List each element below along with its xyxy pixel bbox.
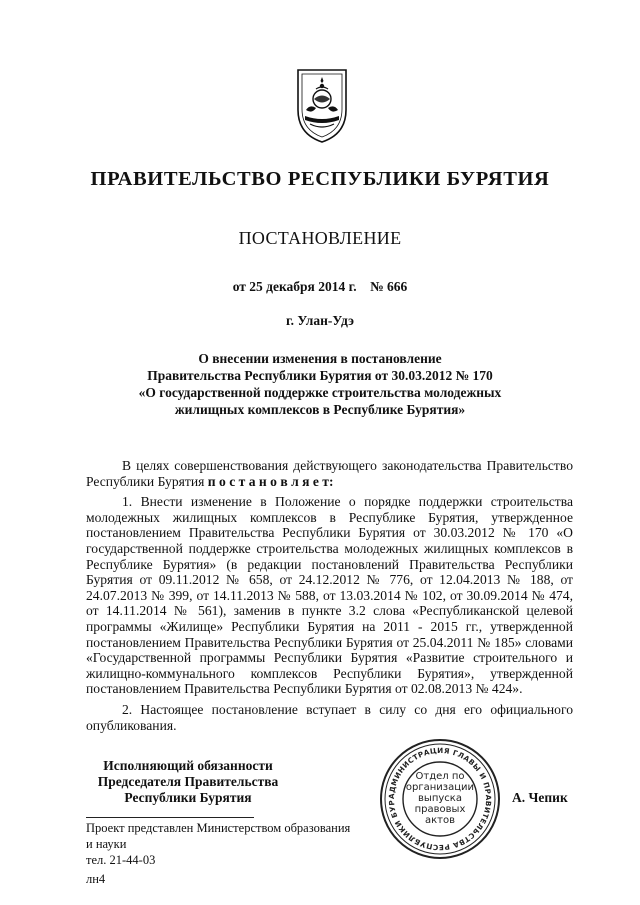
subject-line: жилищных комплексов в Республике Бурятия» <box>174 402 466 417</box>
stamp-seal-icon <box>378 737 502 861</box>
signer-name: А. Чепик <box>512 790 568 805</box>
item-2-paragraph: 2. Настоящее постановление вступает в силу со дня его официального опубликования. <box>86 701 573 733</box>
stamp-center-line: выпуска <box>418 793 462 804</box>
stamp-center-line: организации <box>405 782 475 793</box>
footer-line: тел. 21-44-03 <box>86 853 156 867</box>
coat-of-arms-emblem <box>292 64 352 144</box>
signer-position-line: Исполняющий обязанности <box>103 758 273 773</box>
footer-note <box>86 820 376 868</box>
subject-line: О внесении изменения в постановление <box>198 351 442 366</box>
signer-position-line: Республики Бурятия <box>124 790 252 805</box>
document-subject <box>110 350 530 418</box>
footer-divider <box>86 817 254 818</box>
official-stamp <box>378 737 502 861</box>
item-1-paragraph: 1. Внести изменение в Положение о порядке поддержки строительства молодежных жилищных комплексов в Республике Бурятия, утвержденное постановлением Правительства Республики Бурятия от 30.03.2012 № 170 «О государственной поддержке строительства молодежных жилищных комплексов в Республике Бурятия» (в редакции постановлений Правительства Республики Бурятия от 09.11.2012 № 658, от 24.12.2012 № 776, от 12.04.2013 № 188, от 24.07.2013 № 399, от 14.11.2013 № 588, от 13.03.2014 № 102, от 30.09.2014 № 474, от 14.11.2014 № 561), заменив в пункте 3.2 слова «Республиканской целевой программы «Жилище» Республики Бурятия на 2011 - 2015 гг., утвержденной постановлением Правительства Республики Бурятия от 25.04.2011 № 185» словами «Государственной программы Республики Бурятия «Развитие строительного и жилищно-коммунального комплексов Республики Бурятия», утвержденной постановлением Правительства Республики Бурятия от 02.08.2013 № 424». <box>86 494 573 697</box>
subject-line: Правительства Республики Бурятия от 30.03.2012 № 170 <box>147 368 493 383</box>
stamp-center-line: актов <box>424 815 456 826</box>
stamp-center-line: правовых <box>414 804 466 815</box>
stamp-ring-text: АДМИНИСТРАЦИЯ ГЛАВЫ И ПРАВИТЕЛЬСТВА РЕСПУБЛИКИ БУР <box>386 745 494 853</box>
document-body <box>86 458 573 738</box>
footer-line: Проект представлен Министерством образования <box>86 821 351 835</box>
organization-title: ПРАВИТЕЛЬСТВО РЕСПУБЛИКИ БУРЯТИЯ <box>90 168 550 190</box>
signer-position-line: Председателя Правительства <box>97 774 279 789</box>
preamble-text: В целях совершенствования действующего законодательства Правительство Республики Бурятия <box>86 458 573 489</box>
resolves-emphasis: п о с т а н о в л я е т: <box>207 473 334 489</box>
date-and-number: от 25 декабря 2014 г. № 666 <box>232 279 408 294</box>
signer-position <box>92 758 284 806</box>
footer-line: и науки <box>86 837 127 851</box>
preamble-paragraph <box>86 458 573 489</box>
document-code: лн4 <box>86 872 106 886</box>
stamp-center-line: Отдел по <box>415 771 465 782</box>
subject-line: «О государственной поддержке строительства молодежных <box>138 385 502 400</box>
city: г. Улан-Удэ <box>286 313 354 328</box>
coat-of-arms-icon <box>292 64 352 144</box>
document-type: ПОСТАНОВЛЕНИЕ <box>238 228 402 248</box>
